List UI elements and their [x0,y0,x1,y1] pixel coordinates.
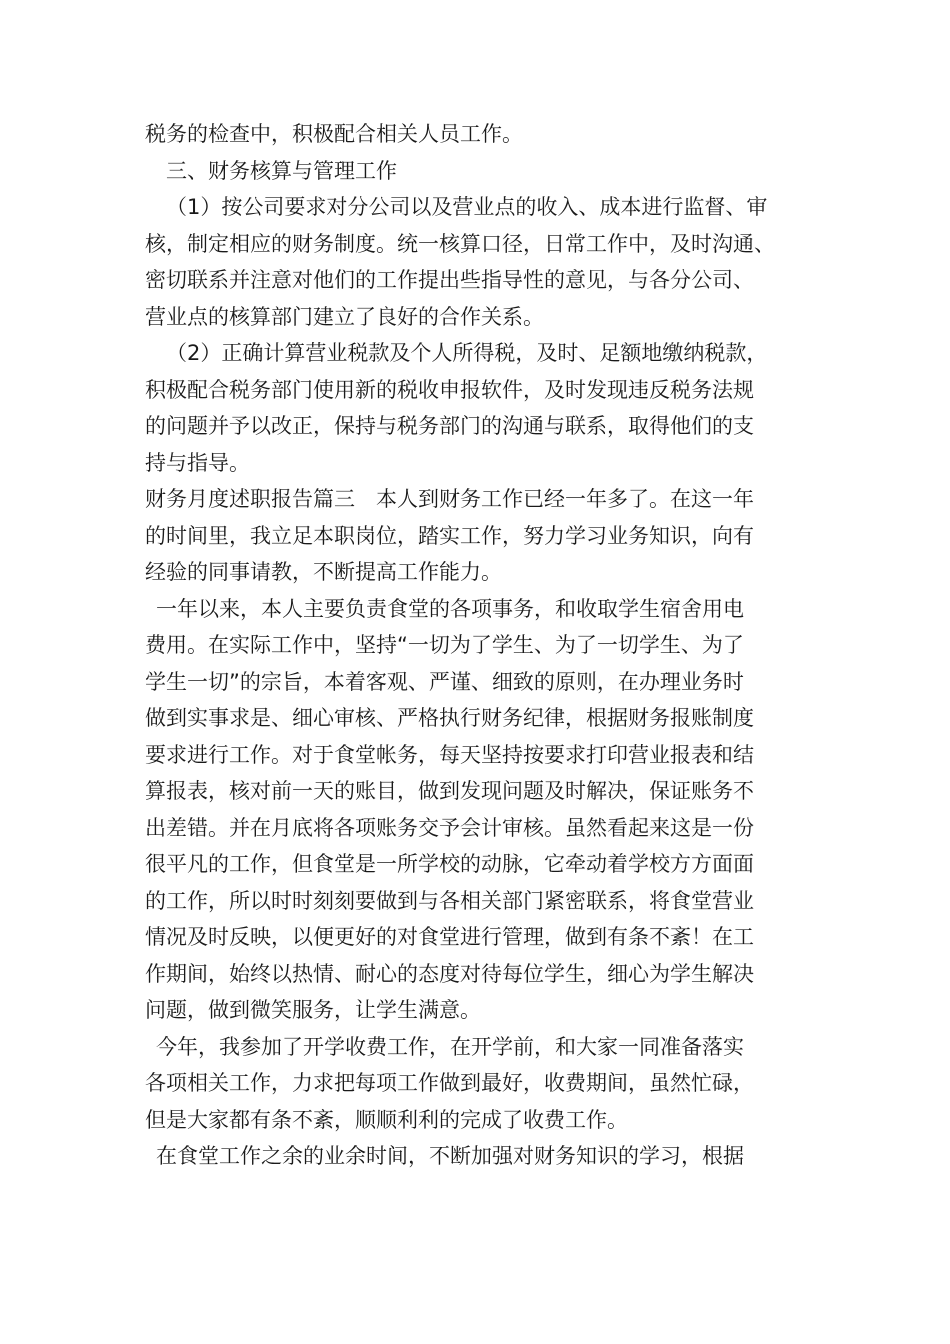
text-line: 一年以来，本人主要负责食堂的各项事务，和收取学生宿舍用电 [156,596,744,621]
text-line: 营业点的核算部门建立了良好的合作关系。 [145,304,544,329]
text-line: 核，制定相应的财务制度。统一核算口径，日常工作中，及时沟通、 [145,231,775,256]
text-line: 财务月度述职报告篇三 本人到财务工作已经一年多了。在这一年 [145,487,754,511]
text-line: 做到实事求是、细心审核、严格执行财务纪律，根据财务报账制度 [145,706,754,730]
text-line: 的工作，所以时时刻刻要做到与各相关部门紧密联系，将食堂营业 [145,888,754,913]
text-line: 但是大家都有条不紊，顺顺利利的完成了收费工作。 [145,1107,628,1132]
text-line: 在食堂工作之余的业余时间，不断加强对财务知识的学习，根据 [156,1144,744,1168]
text-line: 密切联系并注意对他们的工作提出些指导性的意见，与各分公司、 [145,268,754,292]
text-line: 费用。在实际工作中，坚持“一切为了学生、为了一切学生、为了 [145,633,744,657]
text-line: 很平凡的工作，但食堂是一所学校的动脉，它牵动着学校方方面面 [145,852,754,876]
text-line: 三、财务核算与管理工作 [166,158,397,183]
text-line: 作期间，始终以热情、耐心的态度对待每位学生，细心为学生解决 [145,961,754,986]
text-line: 各项相关工作，力求把每项工作做到最好，收费期间，虽然忙碌， [145,1071,754,1095]
text-line: 持与指导。 [145,450,250,475]
text-line: 的问题并予以改正，保持与税务部门的沟通与联系，取得他们的支 [145,414,754,438]
text-line: 问题，做到微笑服务，让学生满意。 [145,998,481,1022]
text-line: 积极配合税务部门使用新的税收申报软件，及时发现违反税务法规 [145,377,754,402]
text-line: 的时间里，我立足本职岗位，踏实工作，努力学习业务知识，向有 [145,523,754,548]
text-line: 情况及时反映，以便更好的对食堂进行管理，做到有条不紊！在工 [145,925,754,949]
text-line: 算报表，核对前一天的账目，做到发现问题及时解决，保证账务不 [145,779,754,803]
text-line: （1）按公司要求对分公司以及营业点的收入、成本进行监督、审 [166,195,768,219]
text-line: 学生一切”的宗旨，本着客观、严谨、细致的原则，在办理业务时 [145,669,744,694]
document-body [145,116,825,1175]
text-line: 今年，我参加了开学收费工作，在开学前，和大家一同准备落实 [156,1034,744,1059]
text-line: 税务的检查中，积极配合相关人员工作。 [145,122,523,146]
text-line: 经验的同事请教，不断提高工作能力。 [145,560,502,584]
text-line: 出差错。并在月底将各项账务交予会计审核。虽然看起来这是一份 [145,815,754,840]
text-line: （2）正确计算营业税款及个人所得税，及时、足额地缴纳税款， [166,341,768,365]
text-line: 要求进行工作。对于食堂帐务，每天坚持按要求打印营业报表和结 [145,742,754,767]
